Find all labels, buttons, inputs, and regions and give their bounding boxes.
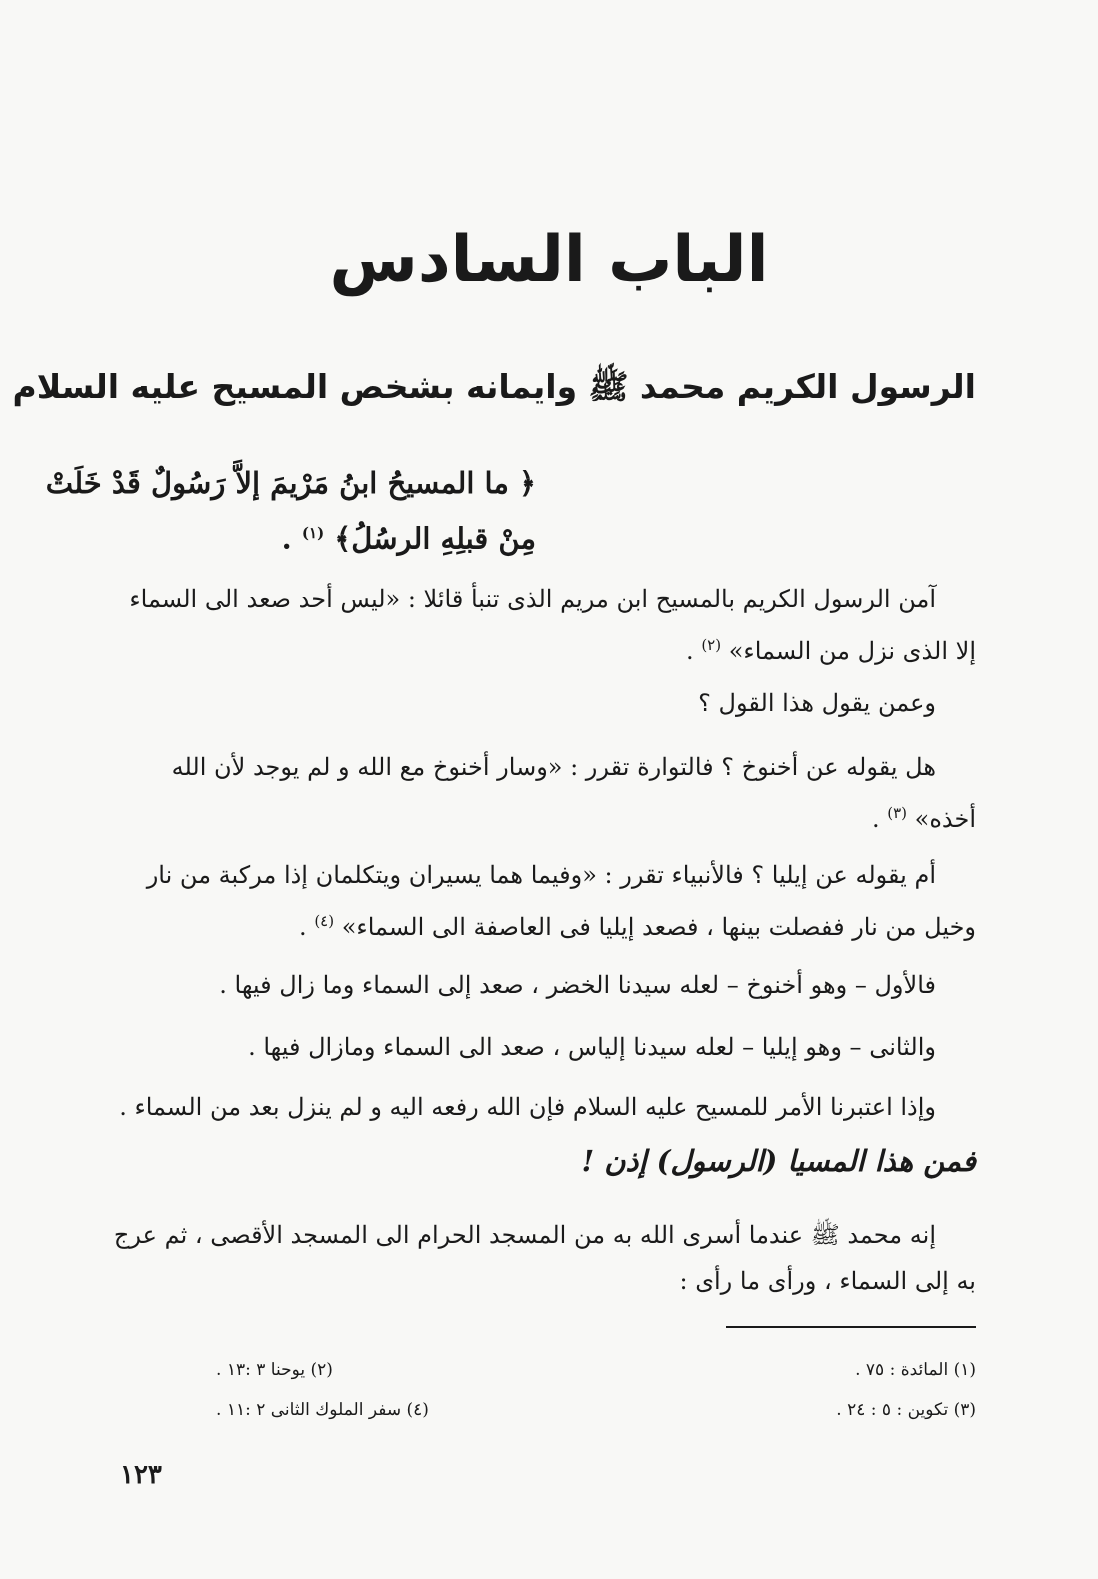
paragraph-8-line-2: به إلى السماء ، ورأى ما رأى : — [679, 1267, 976, 1295]
paragraph-4-tail: . — [299, 913, 307, 941]
footnote-3: (٣) تكوين : ٥ : ٢٤ . — [836, 1400, 976, 1420]
paragraph-1-line-1: آمن الرسول الكريم بالمسيح ابن مريم الذى تنبأ قائلا : «ليس أحد صعد الى السماء — [129, 585, 936, 613]
paragraph-5-line-1: فالأول – وهو أخنوخ – لعله سيدنا الخضر ، صعد إلى السماء وما زال فيها . — [219, 971, 936, 999]
paragraph-5 — [114, 962, 976, 1008]
paragraph-8-line-1: إنه محمد ﷺ عندما أسرى الله به من المسجد الحرام الى المسجد الأقصى ، ثم عرج — [113, 1221, 936, 1249]
chapter-title: الرسول الكريم محمد ﷺ وايمانه بشخص المسيح عليه السلام — [12, 367, 976, 406]
footnote-4: (٤) سفر الملوك الثانى ٢ :١١ . — [216, 1400, 429, 1420]
footnote-divider — [726, 1326, 976, 1328]
footnote-ref-2: (٢) — [701, 636, 722, 654]
footnote-row-2 — [96, 1390, 976, 1430]
quran-verse-line-2 — [96, 508, 536, 564]
paragraph-7 — [114, 1084, 976, 1130]
paragraph-8 — [114, 1212, 976, 1304]
section-heading: فمن هذا المسيا (الرسول) إذن ! — [581, 1144, 976, 1178]
paragraph-3-tail: . — [871, 805, 880, 833]
paragraph-1-line-2-text: إلا الذى نزل من السماء» — [728, 637, 976, 665]
paragraph-3-line-2 — [114, 790, 976, 842]
quran-verse-line-1: ﴿ ما المسيحُ ابنُ مَرْيمَ إلاَّ رَسُولٌ قَدْ خَلَتْ — [45, 466, 536, 500]
footnote-1: (١) المائدة : ٧٥ . — [855, 1360, 976, 1380]
quran-verse-tail: . — [281, 521, 292, 556]
paragraph-6 — [114, 1024, 976, 1070]
footnote-ref-1: (١) — [301, 524, 325, 542]
paragraph-2-line-1: وعمن يقول هذا القول ؟ — [698, 689, 936, 717]
footnote-ref-4: (٤) — [314, 912, 335, 930]
paragraph-3 — [114, 744, 976, 842]
paragraph-4 — [114, 852, 976, 950]
paragraph-1-tail: . — [686, 637, 694, 665]
paragraph-1 — [114, 576, 976, 674]
footnote-2: (٢) يوحنا ٣ :١٣ . — [216, 1360, 333, 1380]
paragraph-2 — [114, 680, 976, 726]
paragraph-4-line-2-text: وخيل من نار ففصلت بينها ، فصعد إيليا فى العاصفة الى السماء» — [341, 913, 976, 941]
footnote-ref-3: (٣) — [887, 804, 907, 822]
footnotes — [96, 1350, 976, 1430]
page-number: ١٢٣ — [120, 1460, 162, 1490]
paragraph-4-line-1: أم يقوله عن إيليا ؟ فالأنبياء تقرر : «وفيما هما يسيران ويتكلمان إذا مركبة من نار — [146, 861, 936, 889]
paragraph-3-line-2-text: أخذه» — [914, 805, 976, 833]
paragraph-6-line-1: والثانى – وهو إيليا – لعله سيدنا إلياس ، صعد الى السماء ومازال فيها . — [248, 1033, 936, 1061]
quran-verse-line-2-text: مِنْ قبلِهِ الرسُلُ﴾ — [334, 521, 536, 556]
paragraph-4-line-2 — [114, 898, 976, 950]
chapter-heading: الباب السادس — [329, 223, 769, 297]
paragraph-3-line-1: هل يقوله عن أخنوخ ؟ فالتوارة تقرر : «وسار أخنوخ مع الله و لم يوجد لأن الله — [171, 753, 936, 781]
quran-verse — [45, 458, 536, 564]
paragraph-7-line-1: وإذا اعتبرنا الأمر للمسيح عليه السلام فإن الله رفعه اليه و لم ينزل بعد من السماء . — [119, 1093, 936, 1121]
paragraph-1-line-2 — [114, 622, 976, 674]
footnote-row-1 — [96, 1350, 976, 1390]
